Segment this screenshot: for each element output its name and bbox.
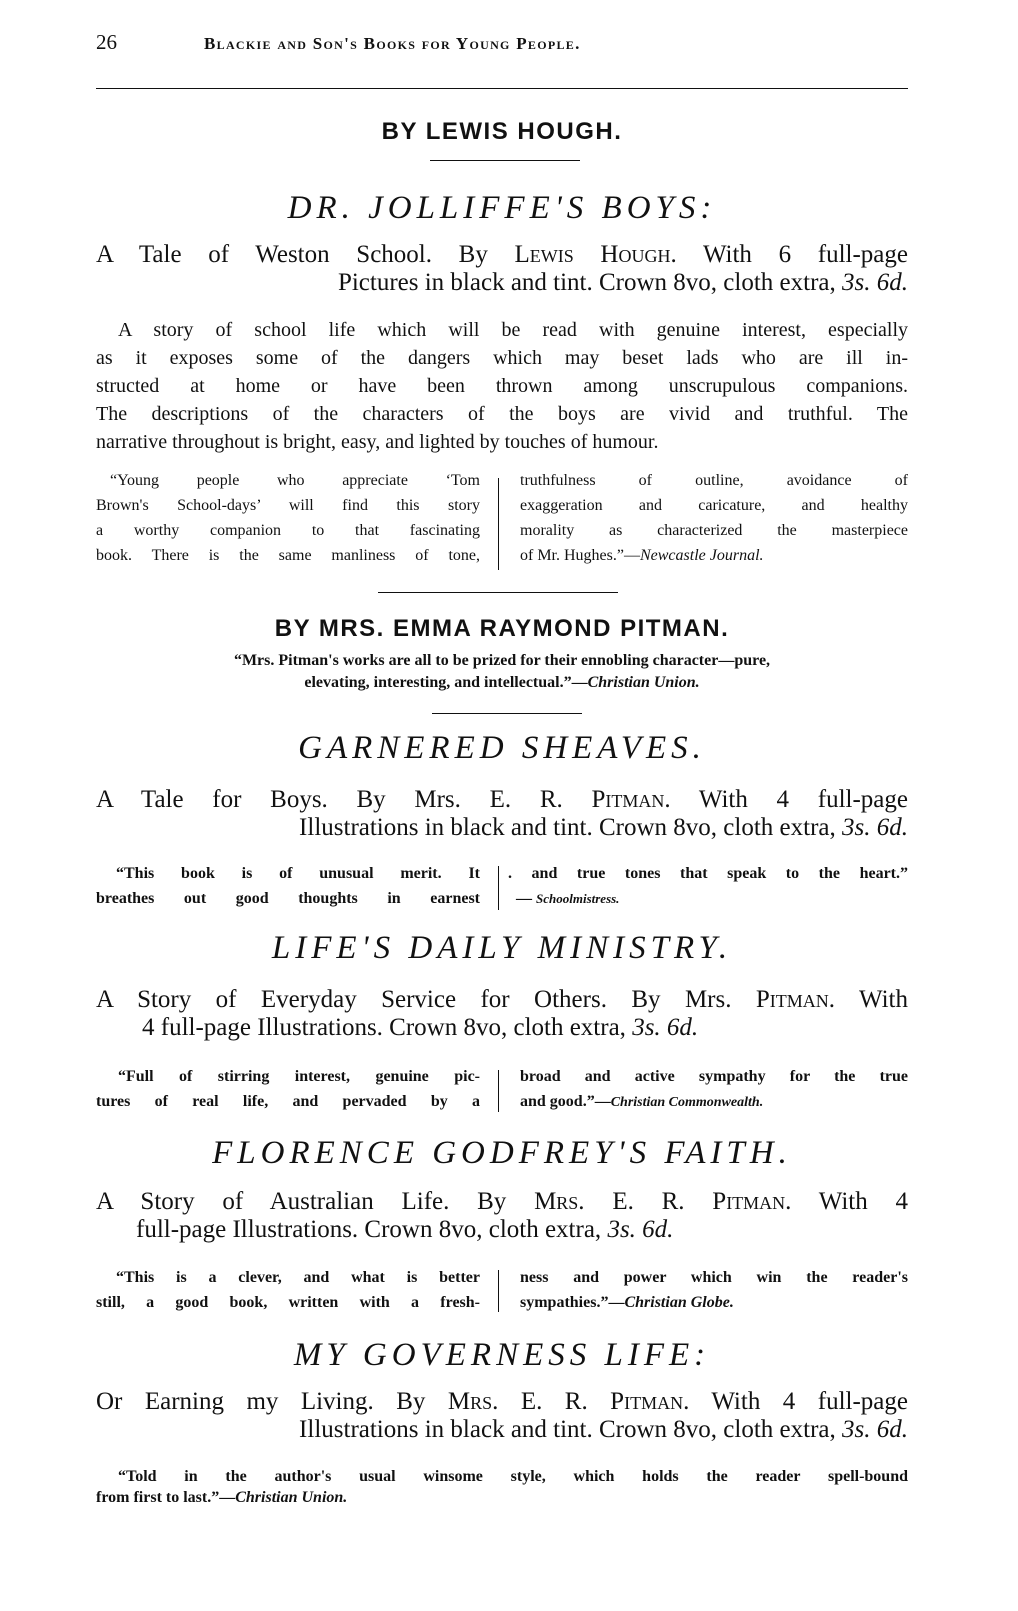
quote-line: exaggeration and caricature, and healthy <box>520 497 908 514</box>
quote-line: tures of real life, and pervaded by a <box>96 1093 480 1110</box>
book-description <box>96 1388 908 1444</box>
author-heading: BY LEWIS HOUGH. <box>381 118 623 145</box>
book-description <box>96 986 908 1042</box>
author-quote <box>96 650 908 694</box>
author-name: Mrs. E. R. Pitman. <box>534 1188 792 1215</box>
book-title: FLORENCE GODFREY'S FAITH. <box>212 1135 792 1171</box>
desc-text: Illustrations in black and tint. Crown 8vo, cloth extra, <box>299 1416 843 1443</box>
book-review-paragraph <box>96 316 908 456</box>
quote-line: “This book is of unusual merit. It <box>116 865 480 882</box>
book-description <box>96 1188 908 1244</box>
quote-source: Schoolmistress. <box>536 891 620 906</box>
price: 3s. 6d. <box>632 1014 699 1041</box>
author-name: Mrs. E. R. Pitman. <box>447 1388 690 1415</box>
press-quote-left <box>96 468 480 568</box>
divider <box>430 160 580 161</box>
quote-line: “This is a clever, and what is better <box>116 1269 480 1286</box>
book-description <box>96 786 908 842</box>
desc-text: A Story of Everyday Service for Others. By Mrs. <box>96 986 756 1013</box>
press-quote-left <box>96 861 480 911</box>
quote-line: of Mr. Hughes.”— <box>520 547 640 564</box>
quote-line: — <box>516 890 536 907</box>
quote-line: a worthy companion to that fascinating <box>96 522 480 539</box>
column-divider <box>498 866 499 910</box>
desc-text: A Tale for Boys. By Mrs. E. R. <box>96 786 592 813</box>
desc-text: With <box>835 986 908 1013</box>
author-name: Pitman. <box>591 786 671 813</box>
column-divider <box>498 1070 499 1112</box>
paragraph-line: The descriptions of the characters of the boys are vivid and truthful. The <box>96 403 908 425</box>
book-description <box>96 241 908 297</box>
quote-line: ness and power which win the reader's <box>520 1269 908 1286</box>
desc-text: With 4 full-page <box>670 786 908 813</box>
price: 3s. 6d. <box>842 269 908 296</box>
quote-line: breathes out good thoughts in earnest <box>96 890 480 907</box>
paragraph-line: as it exposes some of the dangers which may beset lads who are ill in- <box>96 347 908 369</box>
divider <box>432 713 582 714</box>
press-quote-right <box>520 468 908 568</box>
quote-line: still, a good book, written with a fresh- <box>96 1294 480 1311</box>
price: 3s. 6d. <box>607 1216 674 1243</box>
book-title: MY GOVERNESS LIFE: <box>293 1337 711 1373</box>
quote-line: “Told in the author's usual winsome style, which holds the reader spell-bound <box>118 1468 908 1485</box>
quote-source: Christian Commonwealth. <box>610 1095 764 1110</box>
column-divider <box>498 478 499 570</box>
desc-text: full-page Illustrations. Crown 8vo, cloth extra, <box>136 1216 608 1243</box>
quote-line: elevating, interesting, and intellectual.”— <box>304 674 588 691</box>
book-title: GARNERED SHEAVES. <box>298 730 706 766</box>
press-quote-right <box>520 1265 908 1315</box>
quote-line: Brown's School-days’ will find this story <box>96 497 480 514</box>
header-rule <box>96 88 908 89</box>
quote-line: broad and active sympathy for the true <box>520 1068 908 1085</box>
quote-source: Christian Union. <box>587 674 700 691</box>
quote-source: Christian Globe. <box>624 1294 734 1311</box>
price: 3s. 6d. <box>842 1416 908 1443</box>
quote-line: and good.”— <box>520 1093 611 1110</box>
press-quote <box>96 1466 908 1508</box>
quote-line: . and true tones that speak to the heart.” <box>508 865 908 882</box>
author-name: Lewis Hough. <box>514 241 677 268</box>
quote-line: truthfulness of outline, avoidance of <box>520 472 908 489</box>
desc-text: Or Earning my Living. By <box>96 1388 448 1415</box>
quote-line: sympathies.”— <box>520 1294 625 1311</box>
paragraph-line: A story of school life which will be read with genuine interest, especially <box>118 319 908 341</box>
divider <box>378 592 618 593</box>
running-head: Blackie and Son's Books for Young People. <box>204 34 581 53</box>
quote-line: from first to last.”— <box>96 1489 236 1506</box>
desc-text: With 4 <box>791 1188 908 1215</box>
book-title: LIFE'S DAILY MINISTRY. <box>271 930 733 966</box>
press-quote-right <box>520 1064 908 1115</box>
paragraph-line: narrative throughout is bright, easy, and lighted by touches of humour. <box>96 431 659 453</box>
quote-line: book. There is the same manliness of tone, <box>96 547 480 564</box>
press-quote-left <box>96 1265 480 1315</box>
press-quote-right <box>508 861 908 911</box>
desc-text: With 6 full-page <box>676 241 909 268</box>
paragraph-line: structed at home or have been thrown among unscrupulous companions. <box>96 375 908 397</box>
desc-text: With 4 full-page <box>689 1388 908 1415</box>
desc-text: 4 full-page Illustrations. Crown 8vo, cloth extra, <box>142 1014 633 1041</box>
quote-line: “Full of stirring interest, genuine pic- <box>118 1068 480 1085</box>
quote-source: Christian Union. <box>235 1489 348 1506</box>
price: 3s. 6d. <box>842 814 908 841</box>
quote-line: “Young people who appreciate ‘Tom <box>110 472 480 489</box>
desc-text: A Story of Australian Life. By <box>96 1188 535 1215</box>
desc-text: Pictures in black and tint. Crown 8vo, cloth extra, <box>337 269 843 296</box>
quote-line: morality as characterized the masterpiece <box>520 522 908 539</box>
press-quote-left <box>96 1064 480 1114</box>
desc-text: A Tale of Weston School. By <box>96 241 515 268</box>
page-number: 26 <box>96 30 117 54</box>
quote-line: “Mrs. Pitman's works are all to be prized for their ennobling character—pure, <box>233 652 771 669</box>
author-heading: BY MRS. EMMA RAYMOND PITMAN. <box>274 615 730 642</box>
column-divider <box>498 1270 499 1312</box>
book-title: DR. JOLLIFFE'S BOYS: <box>287 190 717 226</box>
quote-source: Newcastle Journal. <box>639 547 764 564</box>
desc-text: Illustrations in black and tint. Crown 8vo, cloth extra, <box>299 814 843 841</box>
author-name: Pitman. <box>755 986 836 1013</box>
